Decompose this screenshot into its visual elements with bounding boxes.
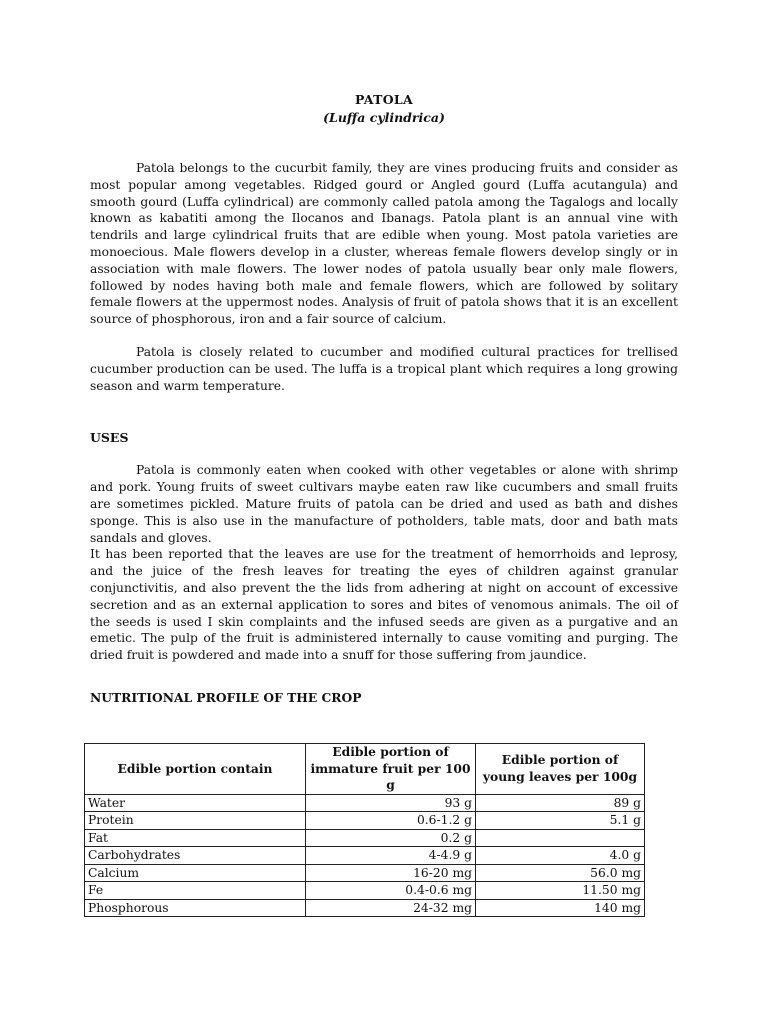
table-cell: 4-4.9 g (306, 847, 476, 865)
uses-heading: USES (90, 430, 129, 446)
table-cell: Protein (85, 812, 306, 830)
table-cell: 0.4-0.6 mg (306, 882, 476, 900)
table-row (85, 864, 645, 882)
table-row (85, 812, 645, 830)
table-cell: 4.0 g (476, 847, 645, 865)
table-cell: Fat (85, 829, 306, 847)
table-cell: Phosphorous (85, 899, 306, 917)
document-title: PATOLA (355, 92, 413, 107)
table-cell: 24-32 mg (306, 899, 476, 917)
table-row (85, 847, 645, 865)
table-header-row (85, 744, 645, 795)
nutrition-table (84, 743, 645, 917)
table-row (85, 882, 645, 900)
table-cell: 89 g (476, 794, 645, 812)
table-cell: 0.6-1.2 g (306, 812, 476, 830)
document-subtitle: (Luffa cylindrica) (323, 110, 445, 125)
table-row (85, 899, 645, 917)
table-cell: Fe (85, 882, 306, 900)
table-row (85, 829, 645, 847)
document-page (90, 92, 678, 706)
uses-paragraph-2: It has been reported that the leaves are use for the treatment of hemorrhoids and leprosy, and the juice of the fresh leaves for treating the eyes of children against granular conjunctivitis, and also prevent the the lids from adhering at night on account of excessive secretion and as an external application to sores and bites of venomous animals. The oil of the seeds is used I skin complaints and the infused seeds are given as a purgative and an emetic. The pulp of the fruit is administered internally to cause vomiting and purging. The dried fruit is powdered and made into a snuff for those suffering from jaundice. (90, 547, 678, 663)
table-cell: 16-20 mg (306, 864, 476, 882)
table-cell: 11.50 mg (476, 882, 645, 900)
table-cell: 93 g (306, 794, 476, 812)
table-cell: 5.1 g (476, 812, 645, 830)
table-cell: 56.0 mg (476, 864, 645, 882)
table-cell: 140 mg (476, 899, 645, 917)
uses-paragraph-1: Patola is commonly eaten when cooked with other vegetables or alone with shrimp and pork. Young fruits of sweet cultivars maybe eaten raw like cucumbers and small fruits are sometimes pickled. Mature fruits of patola can be dried and used as bath and dishes sponge. This is also use in the manufacture of potholders, table mats, door and bath mats sandals and gloves. (90, 463, 678, 545)
table-cell: Carbohydrates (85, 847, 306, 865)
table-cell: Water (85, 794, 306, 812)
table-cell (476, 829, 645, 847)
table-header-cell: Edible portion of immature fruit per 100 g (306, 744, 476, 795)
table-cell: 0.2 g (306, 829, 476, 847)
intro-paragraph-1: Patola belongs to the cucurbit family, they are vines producing fruits and consider as most popular among vegetables. Ridged gourd or Angled gourd (Luffa acutangula) and smooth gourd (Luffa cylindrical) are commonly called patola among the Tagalogs and locally known as kabatiti among the Ilocanos and Ibanags. Patola plant is an annual vine with tendrils and large cylindrical fruits that are edible when young. Most patola varieties are monoecious. Male flowers develop in a cluster, whereas female flowers develop singly or in association with male flowers. The lower nodes of patola usually bear only male flowers, followed by nodes having both male and female flowers, which are followed by solitary female flowers at the uppermost nodes. Analysis of fruit of patola shows that it is an excellent source of phosphorous, iron and a fair source of calcium. (90, 161, 678, 327)
intro-paragraph-2: Patola is closely related to cucumber and modified cultural practices for trellised cucumber production can be used. The luffa is a tropical plant which requires a long growing season and warm temperature. (90, 344, 678, 393)
table-row (85, 794, 645, 812)
table-cell: Calcium (85, 864, 306, 882)
table-header-cell: Edible portion of young leaves per 100g (476, 744, 645, 795)
nutrition-table-heading: NUTRITIONAL PROFILE OF THE CROP (90, 689, 362, 705)
table-header-cell: Edible portion contain (85, 744, 306, 795)
